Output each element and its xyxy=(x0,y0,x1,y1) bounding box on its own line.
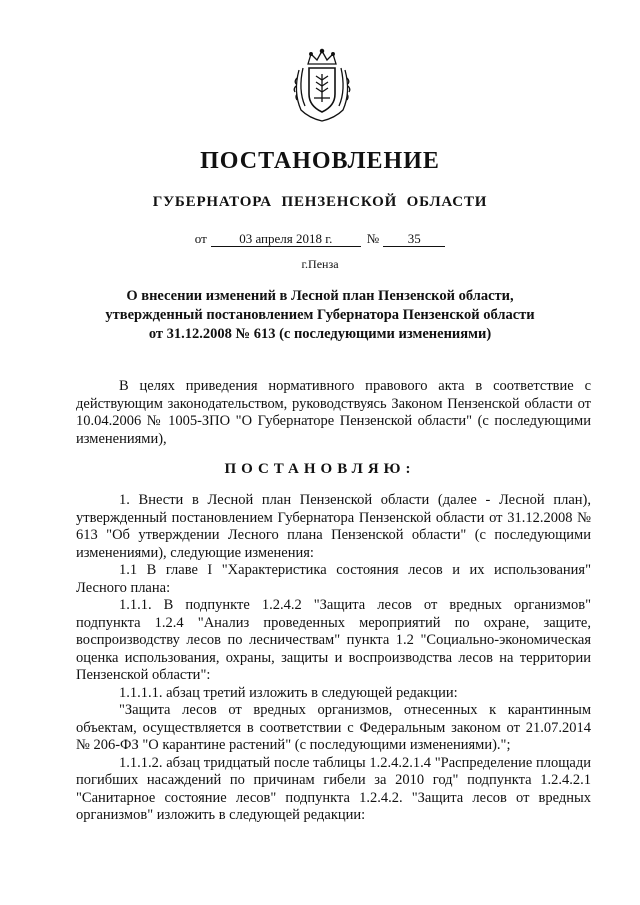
document-type-heading: ПОСТАНОВЛЕНИЕ xyxy=(200,148,440,174)
decree-body xyxy=(76,492,591,825)
issuer-heading: ГУБЕРНАТОРА ПЕНЗЕНСКОЙ ОБЛАСТИ xyxy=(152,194,488,210)
body-paragraph: 1. Внести в Лесной план Пензенской области (далее - Лесной план), утвержденный постановлением Губернатора Пензенской области от 31.12.2008 № 613 "Об утверждении Лесного плана Пензенской области" (с последующими изменениями), следующие изменения: xyxy=(76,492,591,561)
title-line: О внесении изменений в Лесной план Пензенской области, xyxy=(126,288,514,304)
date-number-line xyxy=(0,231,640,247)
decree-heading: ПОСТАНОВЛЯЮ: xyxy=(224,461,416,477)
title-line: от 31.12.2008 № 613 (с последующими изменениями) xyxy=(148,326,492,342)
body-paragraph: "Защита лесов от вредных организмов, отнесенных к карантинным объектам, осуществляется в соответствии с Федеральным законом от 21.07.2014 № 206-ФЗ "О карантине растений" (с последующими изменениями)."; xyxy=(76,702,591,753)
number-prefix: № xyxy=(366,231,380,246)
number-field: 35 xyxy=(383,232,445,247)
body-paragraph: 1.1 В главе I "Характеристика состояния лесов и их использования" Лесного плана: xyxy=(76,562,591,596)
title-line: утвержденный постановлением Губернатора Пензенской области xyxy=(105,307,535,323)
date-prefix: от xyxy=(194,231,207,246)
date-field: 03 апреля 2018 г. xyxy=(211,232,361,247)
body-paragraph: 1.1.1. В подпункте 1.2.4.2 "Защита лесов от вредных организмов" подпункта 1.2.4 "Анализ проведенных мероприятий по охране, защите, воспроизводству лесов по лесничествам" пункта 1.2 "Социально-экономическая оценка использования, охраны, защиты и воспроизводства лесов на территории Пензенской области": xyxy=(76,597,591,683)
document-title xyxy=(0,287,640,344)
preamble-paragraph: В целях приведения нормативного правового акта в соответствие с действующим законодательством, руководствуясь Законом Пензенской области от 10.04.2006 № 1005-ЗПО "О Губернаторе Пензенской области" (с последующими изменениями), xyxy=(76,378,591,447)
coat-of-arms-icon xyxy=(289,48,355,124)
city-label: г.Пенза xyxy=(301,257,339,271)
body-paragraph: 1.1.1.1. абзац третий изложить в следующей редакции: xyxy=(119,684,458,701)
preamble xyxy=(76,378,591,448)
body-paragraph: 1.1.1.2. абзац тридцатый после таблицы 1.2.4.2.1.4 "Распределение площади погибших насаждений по причинам гибели за 2010 год" подпункта 1.2.4.2.1 "Санитарное состояние лесов" подпункта 1.2.4.2. "Защита лесов от вредных организмов" изложить в следующей редакции: xyxy=(76,754,591,823)
